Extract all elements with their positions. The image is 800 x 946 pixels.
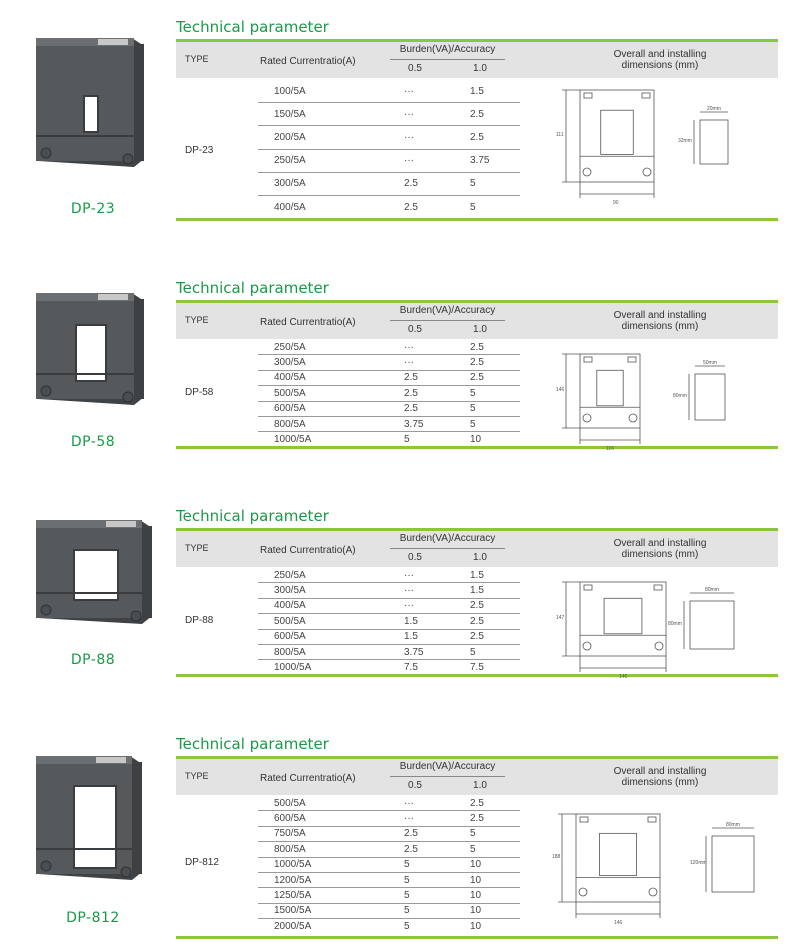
cell-rated-current: 100/5A: [274, 85, 306, 97]
section-title: Technical parameter: [176, 279, 329, 297]
dim-width-label: 146: [619, 674, 628, 680]
column-header-burden: Burden(VA)/Accuracy: [399, 533, 496, 544]
cell-burden-05: ···: [404, 131, 414, 143]
table-row: [258, 568, 520, 583]
cell-burden-10: 2.5: [470, 357, 484, 369]
column-header-accuracy-10: 1.0: [473, 780, 487, 791]
column-header-rated-current: Rated Currentratio(A): [260, 545, 356, 556]
table-bottom-rule: [176, 218, 778, 221]
cell-burden-10: 5: [470, 843, 476, 855]
column-header-burden: Burden(VA)/Accuracy: [399, 305, 496, 316]
column-header-type: TYPE: [185, 315, 209, 325]
table-bottom-rule: [176, 936, 778, 939]
table-row: [258, 80, 520, 103]
column-header-accuracy-05: 0.5: [408, 780, 422, 791]
table-row: [258, 645, 520, 660]
dimension-drawing: [540, 86, 780, 208]
cell-burden-05: 5: [404, 890, 410, 902]
cell-burden-05: ···: [404, 155, 414, 167]
dim-width-label: 146: [614, 920, 623, 926]
cell-burden-10: 7.5: [470, 662, 484, 674]
column-header-type: TYPE: [185, 54, 209, 64]
dim-height-label: 111: [556, 132, 564, 138]
cell-rated-current: 600/5A: [274, 813, 306, 825]
column-header-dimensions-line1: Overall and installing: [613, 538, 707, 549]
column-header-rated-current: Rated Currentratio(A): [260, 773, 356, 784]
cell-burden-10: 2.5: [470, 615, 484, 627]
cell-burden-05: 2.5: [404, 387, 418, 399]
burden-underline: [390, 776, 505, 777]
cell-burden-10: 10: [470, 874, 482, 886]
cell-rated-current: 1000/5A: [274, 434, 312, 446]
table-row: [258, 827, 520, 842]
cell-rated-current: 300/5A: [274, 357, 306, 369]
table-row: [258, 919, 520, 934]
type-cell: DP-58: [185, 387, 214, 398]
cell-burden-10: 10: [470, 434, 482, 446]
dim-window-width-label: 80mm: [705, 587, 719, 593]
cell-burden-05: 2.5: [404, 178, 418, 190]
table-row: [258, 340, 520, 355]
cell-burden-05: 2.5: [404, 828, 418, 840]
cell-burden-05: 5: [404, 859, 410, 871]
column-header-accuracy-05: 0.5: [408, 63, 422, 74]
dim-window-height-label: 80mm: [668, 621, 682, 627]
table-row: [258, 630, 520, 645]
type-cell: DP-812: [185, 857, 219, 868]
cell-burden-05: 5: [404, 920, 410, 932]
cell-rated-current: 500/5A: [274, 387, 306, 399]
cell-rated-current: 1000/5A: [274, 859, 312, 871]
burden-underline: [390, 320, 505, 321]
table-row: [258, 858, 520, 873]
dim-window-height-label: 120mm: [690, 860, 707, 866]
cell-rated-current: 800/5A: [274, 843, 306, 855]
table-row: [258, 402, 520, 417]
column-header-burden: Burden(VA)/Accuracy: [399, 44, 496, 55]
cell-rated-current: 200/5A: [274, 131, 306, 143]
column-header-type: TYPE: [185, 771, 209, 781]
table-row: [258, 103, 520, 126]
cell-burden-05: ···: [404, 600, 414, 612]
cell-rated-current: 1500/5A: [274, 905, 312, 917]
cell-rated-current: 150/5A: [274, 108, 306, 120]
cell-burden-05: 5: [404, 434, 410, 446]
cell-burden-05: 7.5: [404, 662, 418, 674]
product-model-label: DP-58: [70, 434, 116, 450]
column-header-accuracy-10: 1.0: [473, 63, 487, 74]
column-header-dimensions-line1: Overall and installing: [613, 49, 707, 60]
dim-window-width-label: 20mm: [707, 106, 721, 112]
cell-burden-10: 5: [470, 403, 476, 415]
type-cell: DP-88: [185, 615, 214, 626]
table-row: [258, 371, 520, 386]
dim-width-label: 116: [606, 446, 614, 452]
table-row: [258, 614, 520, 629]
cell-burden-05: ···: [404, 85, 414, 97]
table-row: [258, 904, 520, 919]
column-header-rated-current: Rated Currentratio(A): [260, 317, 356, 328]
cell-burden-10: 3.75: [470, 155, 490, 167]
cell-burden-10: 2.5: [470, 813, 484, 825]
cell-burden-05: ···: [404, 585, 414, 597]
column-header-dimensions-line2: dimensions (mm): [621, 549, 699, 560]
cell-rated-current: 1000/5A: [274, 662, 312, 674]
cell-burden-05: ···: [404, 569, 414, 581]
dim-window-width-label: 80mm: [726, 822, 740, 828]
cell-rated-current: 600/5A: [274, 403, 306, 415]
product-image: [28, 30, 158, 175]
cell-burden-10: 2.5: [470, 108, 484, 120]
table-row: [258, 842, 520, 857]
cell-burden-10: 5: [470, 387, 476, 399]
cell-rated-current: 500/5A: [274, 797, 306, 809]
dim-height-label: 147: [556, 615, 565, 621]
table-row: [258, 150, 520, 173]
cell-rated-current: 300/5A: [274, 178, 306, 190]
cell-rated-current: 1200/5A: [274, 874, 312, 886]
product-model-label: DP-812: [66, 910, 120, 926]
column-header-accuracy-05: 0.5: [408, 552, 422, 563]
cell-burden-05: ···: [404, 797, 414, 809]
table-row: [258, 417, 520, 432]
cell-burden-05: 1.5: [404, 631, 418, 643]
cell-burden-10: 1.5: [470, 85, 484, 97]
cell-burden-05: 2.5: [404, 372, 418, 384]
column-header-dimensions-line1: Overall and installing: [613, 310, 707, 321]
cell-burden-05: ···: [404, 813, 414, 825]
table-row: [258, 583, 520, 598]
cell-rated-current: 1250/5A: [274, 890, 312, 902]
dim-height-label: 188: [552, 854, 561, 860]
dimension-drawing: [540, 578, 780, 682]
type-cell: DP-23: [185, 145, 214, 156]
cell-rated-current: 500/5A: [274, 615, 306, 627]
cell-burden-10: 2.5: [470, 372, 484, 384]
cell-burden-05: 3.75: [404, 646, 424, 658]
cell-burden-05: ···: [404, 108, 414, 120]
cell-burden-05: ···: [404, 357, 414, 369]
section-title: Technical parameter: [176, 18, 329, 36]
column-header-accuracy-10: 1.0: [473, 324, 487, 335]
cell-burden-10: 5: [470, 178, 476, 190]
section-title: Technical parameter: [176, 735, 329, 753]
cell-burden-10: 1.5: [470, 585, 484, 597]
cell-burden-05: 3.75: [404, 418, 424, 430]
product-image: [28, 285, 158, 413]
column-header-accuracy-05: 0.5: [408, 324, 422, 335]
table-row: [258, 355, 520, 370]
cell-rated-current: 800/5A: [274, 418, 306, 430]
dim-height-label: 146: [556, 387, 565, 393]
cell-burden-05: 2.5: [404, 403, 418, 415]
dim-width-label: 90: [613, 200, 619, 206]
cell-rated-current: 400/5A: [274, 600, 306, 612]
dim-window-height-label: 32mm: [678, 138, 692, 144]
table-row: [258, 386, 520, 401]
cell-rated-current: 2000/5A: [274, 920, 312, 932]
column-header-burden: Burden(VA)/Accuracy: [399, 761, 496, 772]
dim-window-width-label: 50mm: [703, 360, 717, 366]
cell-rated-current: 250/5A: [274, 569, 306, 581]
dim-window-height-label: 80mm: [673, 393, 687, 399]
section-title: Technical parameter: [176, 507, 329, 525]
column-header-rated-current: Rated Currentratio(A): [260, 56, 356, 67]
cell-burden-10: 1.5: [470, 569, 484, 581]
cell-rated-current: 250/5A: [274, 341, 306, 353]
dimension-drawing: [540, 350, 780, 454]
burden-underline: [390, 59, 505, 60]
cell-rated-current: 400/5A: [274, 201, 306, 213]
cell-rated-current: 800/5A: [274, 646, 306, 658]
cell-burden-10: 2.5: [470, 631, 484, 643]
cell-burden-05: 5: [404, 905, 410, 917]
cell-burden-10: 10: [470, 890, 482, 902]
cell-burden-10: 5: [470, 828, 476, 840]
cell-burden-10: 5: [470, 418, 476, 430]
column-header-dimensions-line2: dimensions (mm): [621, 60, 699, 71]
table-row: [258, 811, 520, 826]
column-header-dimensions-line2: dimensions (mm): [621, 321, 699, 332]
product-image: [28, 748, 158, 888]
cell-rated-current: 250/5A: [274, 155, 306, 167]
product-model-label: DP-23: [70, 201, 116, 217]
dimension-drawing: [536, 810, 776, 928]
burden-underline: [390, 548, 505, 549]
cell-burden-05: 5: [404, 874, 410, 886]
table-row: [258, 173, 520, 196]
cell-rated-current: 300/5A: [274, 585, 306, 597]
column-header-dimensions-line1: Overall and installing: [613, 766, 707, 777]
product-image: [28, 512, 158, 632]
table-row: [258, 873, 520, 888]
table-row: [258, 888, 520, 903]
cell-burden-05: 1.5: [404, 615, 418, 627]
cell-burden-05: 2.5: [404, 843, 418, 855]
cell-rated-current: 400/5A: [274, 372, 306, 384]
table-row: [258, 196, 520, 219]
cell-burden-10: 10: [470, 920, 482, 932]
cell-burden-10: 2.5: [470, 341, 484, 353]
column-header-dimensions-line2: dimensions (mm): [621, 777, 699, 788]
cell-burden-10: 2.5: [470, 600, 484, 612]
cell-rated-current: 600/5A: [274, 631, 306, 643]
column-header-type: TYPE: [185, 543, 209, 553]
table-row: [258, 126, 520, 149]
cell-burden-10: 10: [470, 859, 482, 871]
cell-burden-10: 5: [470, 646, 476, 658]
cell-burden-10: 5: [470, 201, 476, 213]
column-header-accuracy-10: 1.0: [473, 552, 487, 563]
cell-burden-10: 2.5: [470, 131, 484, 143]
cell-burden-05: ···: [404, 341, 414, 353]
cell-burden-05: 2.5: [404, 201, 418, 213]
product-model-label: DP-88: [70, 652, 116, 668]
table-row: [258, 599, 520, 614]
cell-rated-current: 750/5A: [274, 828, 306, 840]
cell-burden-10: 10: [470, 905, 482, 917]
cell-burden-10: 2.5: [470, 797, 484, 809]
table-row: [258, 796, 520, 811]
